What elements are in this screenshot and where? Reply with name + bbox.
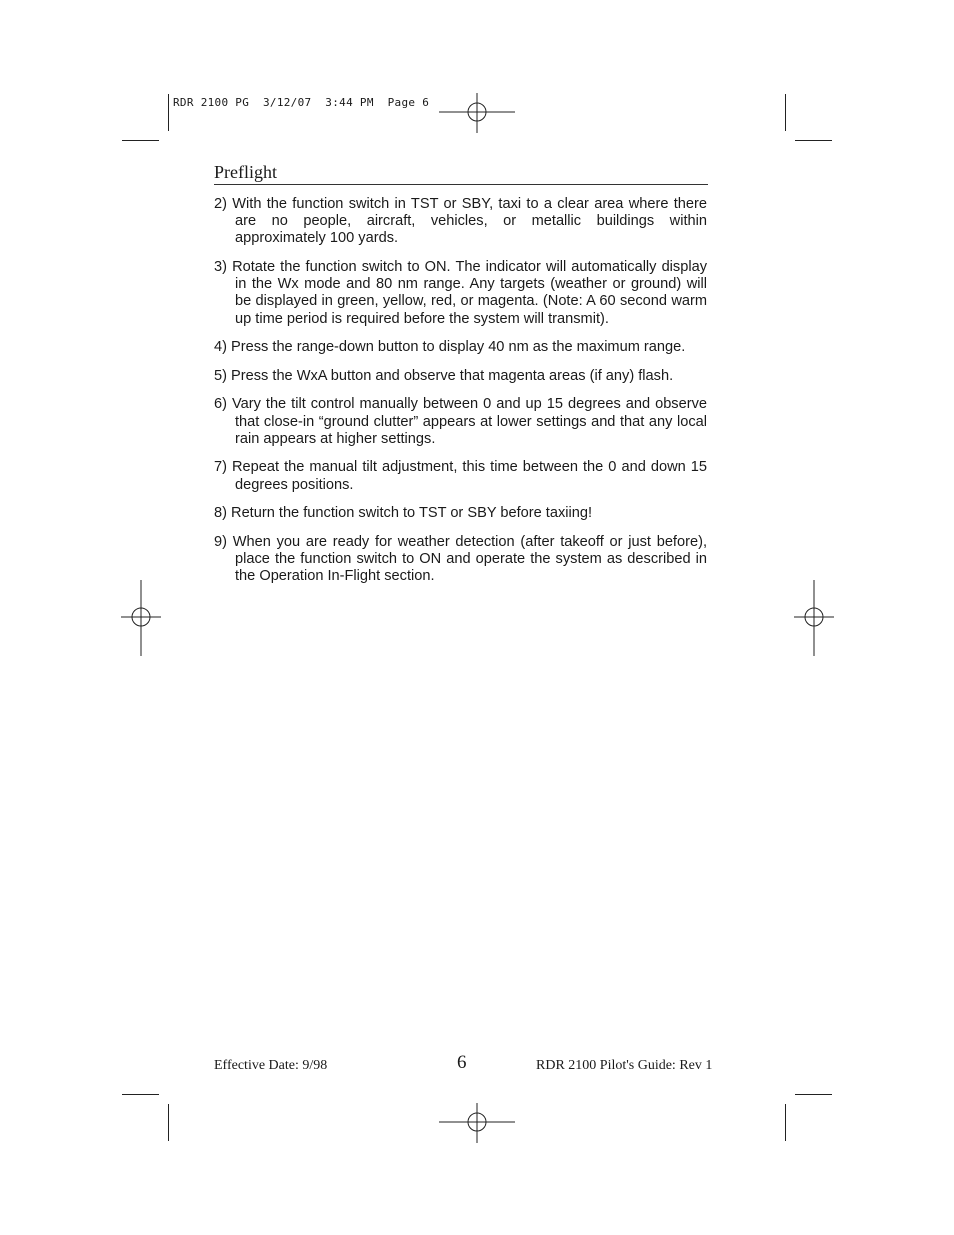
registration-mark-top-icon bbox=[439, 93, 515, 133]
crop-mark-top-right-horizontal bbox=[795, 140, 832, 141]
crop-mark-bottom-right-horizontal bbox=[795, 1094, 832, 1095]
step-9: 9) When you are ready for weather detection (after takeoff or just before), place the function switch to ON and operate the system as described in the Operation In-Flight section. bbox=[214, 533, 707, 585]
section-title: Preflight bbox=[214, 162, 277, 182]
step-2: 2) With the function switch in TST or SBY, taxi to a clear area where there are no people, aircraft, vehicles, or metallic buildings within approximately 100 yards. bbox=[214, 196, 707, 247]
crop-mark-bottom-left-vertical bbox=[168, 1104, 169, 1141]
effective-date: Effective Date: 9/98 bbox=[214, 1058, 328, 1073]
step-5: 5) Press the WxA button and observe that magenta areas (if any) flash. bbox=[214, 367, 674, 384]
title-rule bbox=[214, 184, 708, 185]
step-4: 4) Press the range-down button to display 40 nm as the maximum range. bbox=[214, 339, 686, 356]
guide-title: RDR 2100 Pilot's Guide: Rev 1 bbox=[536, 1058, 713, 1073]
crop-mark-top-left-vertical bbox=[168, 94, 169, 131]
crop-mark-bottom-right-vertical bbox=[785, 1104, 786, 1141]
step-6: 6) Vary the tilt control manually between 0 and up 15 degrees and observe that close-in “ground clutter” appears at lower settings and that any local rain appears at higher settings. bbox=[214, 396, 707, 447]
crop-mark-top-left-horizontal bbox=[122, 140, 159, 141]
registration-mark-right-icon bbox=[794, 580, 834, 656]
step-3: 3) Rotate the function switch to ON. The indicator will automatically display in the Wx mode and 80 nm range. Any targets (weather or ground) will be displayed in green, yellow, red, or magenta. (Note: A 60 second warm up time period is required before the system will transmit). bbox=[214, 259, 707, 327]
step-7: 7) Repeat the manual tilt adjustment, this time between the 0 and down 15 degrees positions. bbox=[214, 459, 707, 493]
crop-mark-bottom-left-horizontal bbox=[122, 1094, 159, 1095]
registration-mark-left-icon bbox=[121, 580, 161, 656]
print-slug: RDR 2100 PG 3/12/07 3:44 PM Page 6 bbox=[173, 96, 430, 109]
registration-mark-bottom-icon bbox=[439, 1103, 515, 1143]
step-8: 8) Return the function switch to TST or SBY before taxiing! bbox=[214, 505, 593, 522]
crop-mark-top-right-vertical bbox=[785, 94, 786, 131]
preflight-steps-list bbox=[214, 196, 707, 597]
page-number: 6 bbox=[457, 1052, 467, 1073]
